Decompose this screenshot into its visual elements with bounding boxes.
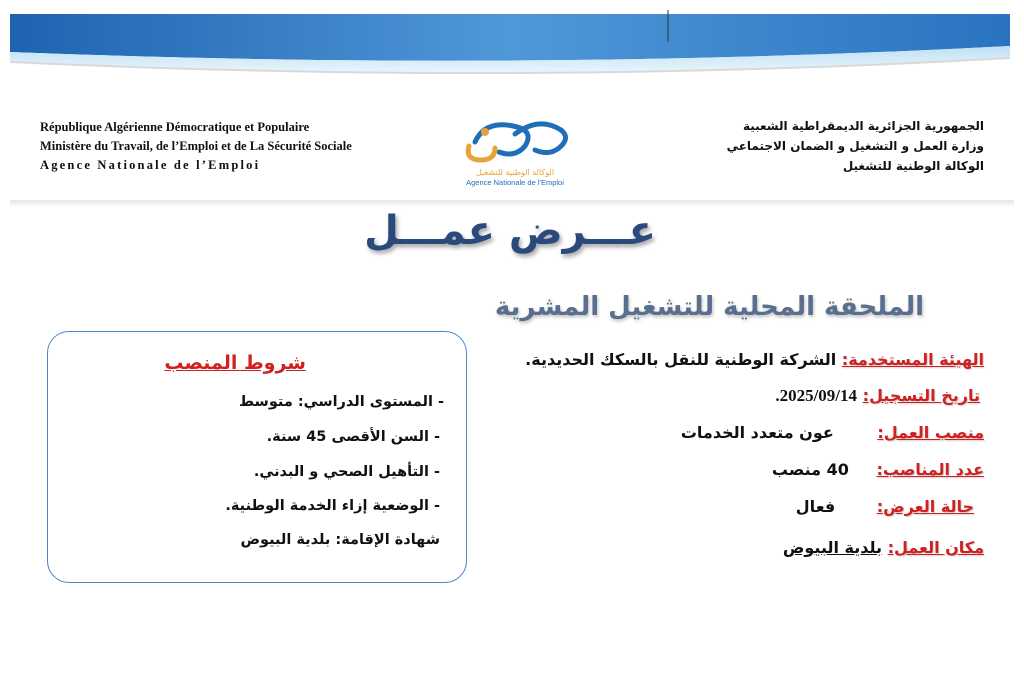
employer-row <box>525 350 984 369</box>
count-value: 40 منصب <box>771 460 849 479</box>
header-fr-ministry: Ministère du Travail, de l’Emploi et de La Sécurité Sociale <box>40 139 352 153</box>
header-arabic <box>564 116 984 176</box>
condition-item: شهادة الإقامة: بلدية البيوض <box>240 532 440 548</box>
logo-arabic-text: الوكالة الوطنية للتشغيل <box>475 168 555 177</box>
agency-name: الملحقة المحلية للتشغيل المشرية <box>494 292 924 322</box>
header-french <box>40 118 420 175</box>
employer-value: الشركة الوطنية للنقل بالسكك الحديدية. <box>525 350 837 369</box>
header-divider <box>10 200 1014 206</box>
status-row <box>796 497 974 516</box>
condition-item: - السن الأقصى 45 سنة. <box>266 429 440 445</box>
date-value: 2025/09/14. <box>775 386 858 405</box>
position-row <box>681 423 984 442</box>
logo-french-text: Agence Nationale de l'Emploi <box>466 178 564 187</box>
count-label: عدد المناصب: <box>876 460 984 479</box>
conditions-box <box>47 331 467 583</box>
place-label: مكان العمل: <box>887 538 984 557</box>
header-ar-agency: الوكالة الوطنية للتشغيل <box>842 159 984 173</box>
header-ar-ministry: وزارة العمل و التشغيل و الضمان الاجتماعي <box>726 139 984 153</box>
condition-item: - التأهيل الصحي و البدني. <box>253 464 440 480</box>
place-value: بلدية البيوض <box>782 538 883 557</box>
anem-logo-icon <box>455 112 575 168</box>
position-label: منصب العمل: <box>877 423 984 442</box>
condition-item: - الوضعية إزاء الخدمة الوطنية. <box>225 498 440 514</box>
count-row <box>772 460 984 479</box>
place-row <box>783 538 984 557</box>
condition-item: - المستوى الدراسي: متوسط <box>239 394 444 410</box>
employer-label: الهيئة المستخدمة: <box>841 350 984 369</box>
conditions-title: شروط المنصب <box>164 352 306 374</box>
header-fr-agency: Agence Nationale de l’Emploi <box>40 158 261 172</box>
position-value: عون متعدد الخدمات <box>680 423 834 442</box>
status-label: حالة العرض: <box>876 497 974 516</box>
header-fr-republic: République Algérienne Démocratique et Populaire <box>40 120 310 134</box>
status-value: فعال <box>795 497 836 516</box>
header-ar-republic: الجمهورية الجزائرية الديمقراطية الشعبية <box>742 119 984 133</box>
page-title: عـــرض عمـــل <box>364 208 656 254</box>
date-row <box>775 386 980 406</box>
date-label: تاريخ التسجيل: <box>862 386 980 405</box>
header-banner <box>0 0 1024 95</box>
